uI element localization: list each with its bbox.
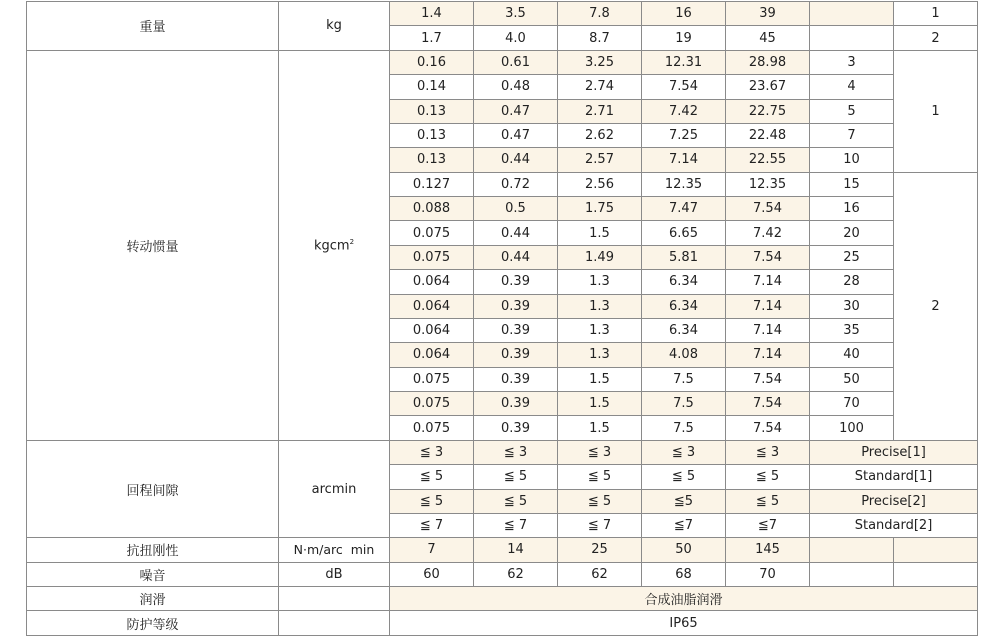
table-row: [27, 2, 978, 26]
value-cell: 7.54: [642, 75, 726, 99]
value-cell: 0.075: [390, 416, 474, 440]
stage-cell: 2: [894, 172, 978, 440]
value-cell: 7.54: [726, 245, 810, 269]
value-cell: ≦ 3: [558, 440, 642, 464]
value-cell: 0.088: [390, 197, 474, 221]
value-cell: 2.57: [558, 148, 642, 172]
value-cell: 7.47: [642, 197, 726, 221]
value-cell: 7.5: [642, 416, 726, 440]
backlash-unit: arcmin: [279, 440, 390, 538]
value-cell: 45: [726, 26, 810, 50]
value-cell: 6.34: [642, 318, 726, 342]
lubrication-unit: [279, 587, 390, 611]
table-row: [27, 440, 978, 464]
value-cell: ≦7: [726, 513, 810, 537]
weight-unit: kg: [279, 2, 390, 51]
ratio-cell: 7: [810, 123, 894, 147]
value-cell: 0.14: [390, 75, 474, 99]
ratio-cell: [810, 26, 894, 50]
ratio-cell: 10: [810, 148, 894, 172]
inertia-unit-sup: 2: [349, 237, 355, 246]
value-cell: 7.54: [726, 197, 810, 221]
grade-cell: Precise[1]: [810, 440, 978, 464]
ratio-cell: 30: [810, 294, 894, 318]
inertia-unit-base: kgcm: [313, 237, 350, 253]
value-cell: 6.34: [642, 270, 726, 294]
ratio-cell: 70: [810, 392, 894, 416]
value-cell: 0.47: [474, 123, 558, 147]
value-cell: 0.39: [474, 294, 558, 318]
ratio-cell: 3: [810, 50, 894, 74]
value-cell: 7.14: [726, 343, 810, 367]
value-cell: 5.81: [642, 245, 726, 269]
value-cell: 7.14: [726, 318, 810, 342]
value-cell: 3.25: [558, 50, 642, 74]
value-cell: ≦ 5: [642, 465, 726, 489]
value-cell: 19: [642, 26, 726, 50]
value-cell: ≦ 5: [558, 465, 642, 489]
value-cell: 23.67: [726, 75, 810, 99]
backlash-label: 回程间隙: [27, 440, 279, 538]
value-cell: 7.14: [726, 270, 810, 294]
value-cell: 7.14: [642, 148, 726, 172]
table-row: [27, 562, 978, 586]
stage-cell: 1: [894, 2, 978, 26]
value-cell: 7.54: [726, 416, 810, 440]
ratio-cell: 20: [810, 221, 894, 245]
value-cell: 0.13: [390, 123, 474, 147]
value-cell: 7: [390, 538, 474, 562]
value-cell: 7.54: [726, 367, 810, 391]
value-cell: 25: [558, 538, 642, 562]
protection-label: 防护等级: [27, 611, 279, 635]
value-cell: 22.55: [726, 148, 810, 172]
value-cell: 0.075: [390, 221, 474, 245]
value-cell: 1.3: [558, 343, 642, 367]
value-cell: ≦ 5: [726, 489, 810, 513]
grade-cell: Standard[1]: [810, 465, 978, 489]
value-cell: ≦ 3: [642, 440, 726, 464]
value-cell: 0.39: [474, 343, 558, 367]
ratio-cell: [810, 538, 894, 562]
value-cell: 1.3: [558, 270, 642, 294]
value-cell: 50: [642, 538, 726, 562]
value-cell: 1.5: [558, 221, 642, 245]
value-cell: 0.61: [474, 50, 558, 74]
value-cell: 7.5: [642, 392, 726, 416]
grade-cell: Standard[2]: [810, 513, 978, 537]
value-cell: 0.39: [474, 367, 558, 391]
value-cell: ≦ 5: [726, 465, 810, 489]
value-cell: 145: [726, 538, 810, 562]
table-row: [27, 611, 978, 635]
value-cell: 0.72: [474, 172, 558, 196]
inertia-label: 转动惯量: [27, 50, 279, 440]
ratio-cell: 15: [810, 172, 894, 196]
value-cell: 68: [642, 562, 726, 586]
value-cell: 22.75: [726, 99, 810, 123]
table-row: [27, 538, 978, 562]
value-cell: 0.064: [390, 270, 474, 294]
value-cell: 4.0: [474, 26, 558, 50]
value-cell: 7.42: [642, 99, 726, 123]
value-cell: ≦ 7: [390, 513, 474, 537]
value-cell: 1.7: [390, 26, 474, 50]
value-cell: 0.127: [390, 172, 474, 196]
value-cell: 1.3: [558, 318, 642, 342]
value-cell: 0.39: [474, 416, 558, 440]
value-cell: 0.39: [474, 392, 558, 416]
value-cell: 0.075: [390, 245, 474, 269]
ratio-cell: [810, 2, 894, 26]
value-cell: 0.13: [390, 148, 474, 172]
ratio-cell: 100: [810, 416, 894, 440]
value-cell: 0.39: [474, 270, 558, 294]
value-cell: 0.44: [474, 245, 558, 269]
weight-label: 重量: [27, 2, 279, 51]
grade-cell: Precise[2]: [810, 489, 978, 513]
value-cell: ≦ 5: [474, 489, 558, 513]
table-row: [27, 50, 978, 74]
value-cell: 1.5: [558, 392, 642, 416]
value-cell: 62: [558, 562, 642, 586]
value-cell: 0.13: [390, 99, 474, 123]
value-cell: 0.075: [390, 392, 474, 416]
lubrication-label: 润滑: [27, 587, 279, 611]
value-cell: 0.064: [390, 294, 474, 318]
inertia-unit: [279, 50, 390, 440]
protection-unit: [279, 611, 390, 635]
value-cell: 2.74: [558, 75, 642, 99]
ratio-cell: 16: [810, 197, 894, 221]
value-cell: 1.49: [558, 245, 642, 269]
value-cell: 70: [726, 562, 810, 586]
value-cell: 6.65: [642, 221, 726, 245]
value-cell: 1.5: [558, 367, 642, 391]
stage-cell: 1: [894, 50, 978, 172]
value-cell: 8.7: [558, 26, 642, 50]
value-cell: 7.54: [726, 392, 810, 416]
ratio-cell: [810, 562, 894, 586]
value-cell: 12.31: [642, 50, 726, 74]
ratio-cell: 5: [810, 99, 894, 123]
ratio-cell: 40: [810, 343, 894, 367]
value-cell: 0.064: [390, 343, 474, 367]
value-cell: ≦5: [642, 489, 726, 513]
value-cell: 12.35: [642, 172, 726, 196]
value-cell: 0.47: [474, 99, 558, 123]
stage-cell: [894, 538, 978, 562]
value-cell: 0.48: [474, 75, 558, 99]
spec-table: [26, 1, 978, 636]
value-cell: 2.56: [558, 172, 642, 196]
value-cell: 0.39: [474, 318, 558, 342]
value-cell: ≦ 3: [726, 440, 810, 464]
value-cell: 0.075: [390, 367, 474, 391]
value-cell: 1.3: [558, 294, 642, 318]
value-cell: 2.71: [558, 99, 642, 123]
value-cell: 1.4: [390, 2, 474, 26]
ratio-cell: 50: [810, 367, 894, 391]
ratio-cell: 28: [810, 270, 894, 294]
value-cell: ≦ 7: [558, 513, 642, 537]
value-cell: ≦7: [642, 513, 726, 537]
value-cell: 0.16: [390, 50, 474, 74]
stage-cell: [894, 562, 978, 586]
ratio-cell: 35: [810, 318, 894, 342]
value-cell: ≦ 5: [390, 465, 474, 489]
value-cell: 28.98: [726, 50, 810, 74]
ratio-cell: 4: [810, 75, 894, 99]
value-cell: 0.44: [474, 221, 558, 245]
value-cell: 0.064: [390, 318, 474, 342]
value-cell: 7.25: [642, 123, 726, 147]
value-cell: 7.8: [558, 2, 642, 26]
value-cell: 0.44: [474, 148, 558, 172]
value-cell: ≦ 5: [474, 465, 558, 489]
stage-cell: 2: [894, 26, 978, 50]
value-cell: ≦ 3: [390, 440, 474, 464]
value-cell: ≦ 5: [558, 489, 642, 513]
value-cell: 3.5: [474, 2, 558, 26]
value-cell: 1.75: [558, 197, 642, 221]
value-cell: 22.48: [726, 123, 810, 147]
table-row: [27, 587, 978, 611]
value-cell: ≦ 7: [474, 513, 558, 537]
lubrication-value: 合成油脂润滑: [390, 587, 978, 611]
value-cell: 62: [474, 562, 558, 586]
protection-value: IP65: [390, 611, 978, 635]
value-cell: 16: [642, 2, 726, 26]
value-cell: 0.5: [474, 197, 558, 221]
stiffness-unit: N·m/arc min: [279, 538, 390, 562]
value-cell: 4.08: [642, 343, 726, 367]
ratio-cell: 25: [810, 245, 894, 269]
value-cell: 1.5: [558, 416, 642, 440]
value-cell: 12.35: [726, 172, 810, 196]
value-cell: 39: [726, 2, 810, 26]
value-cell: 6.34: [642, 294, 726, 318]
value-cell: ≦ 5: [390, 489, 474, 513]
stiffness-label: 抗扭刚性: [27, 538, 279, 562]
value-cell: 7.14: [726, 294, 810, 318]
value-cell: 60: [390, 562, 474, 586]
value-cell: 2.62: [558, 123, 642, 147]
value-cell: 14: [474, 538, 558, 562]
value-cell: ≦ 3: [474, 440, 558, 464]
value-cell: 7.5: [642, 367, 726, 391]
noise-label: 噪音: [27, 562, 279, 586]
noise-unit: dB: [279, 562, 390, 586]
value-cell: 7.42: [726, 221, 810, 245]
